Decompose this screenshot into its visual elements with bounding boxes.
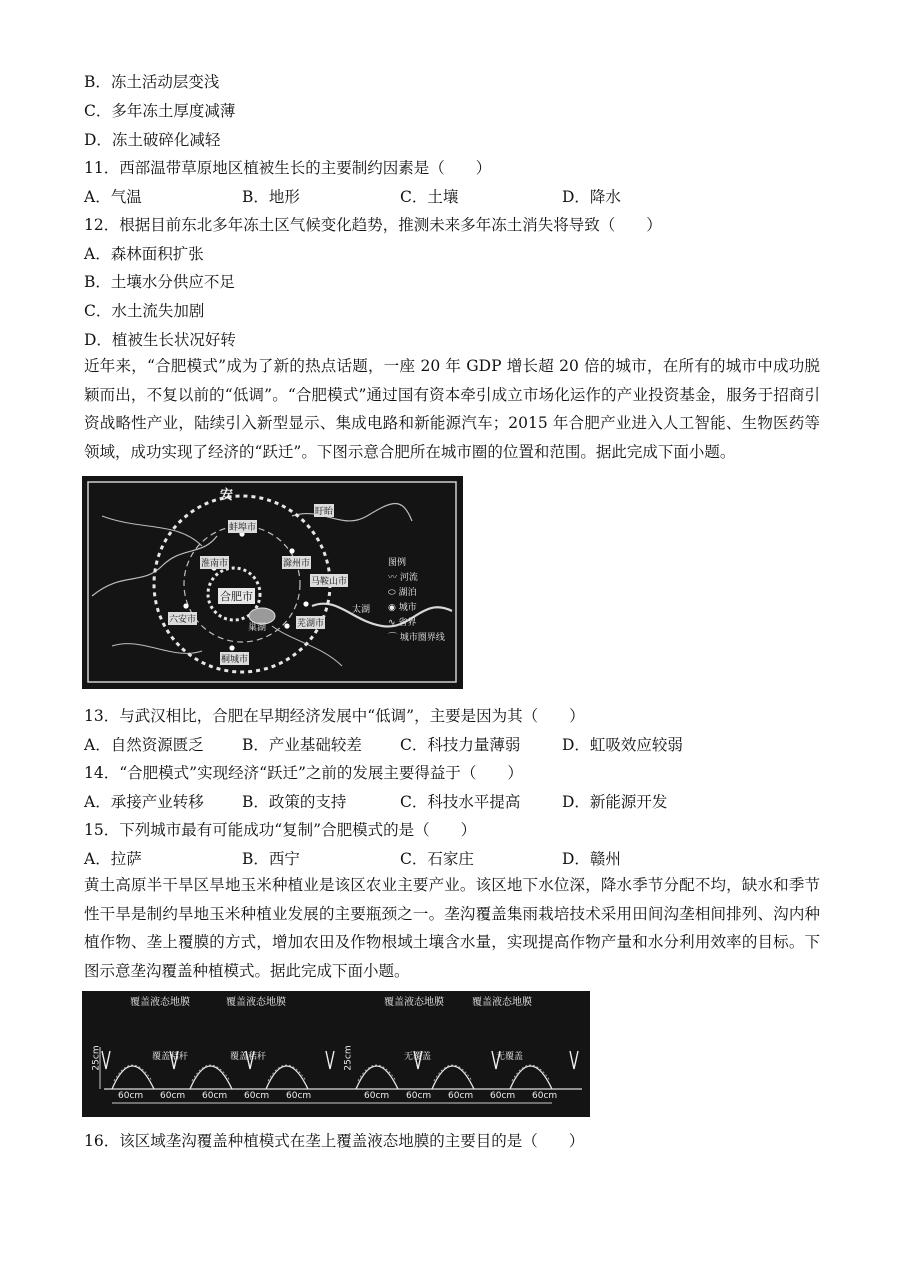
label-none-2: 无覆盖 bbox=[496, 1052, 524, 1062]
q15-option-b: B．西宁 bbox=[242, 850, 300, 868]
legend-item-city: ◉ 城市 bbox=[388, 603, 417, 613]
option-c: C．多年冻土厚度减薄 bbox=[84, 102, 236, 120]
option-b: B．冻土活动层变浅 bbox=[84, 73, 220, 91]
legend-title: 图例 bbox=[388, 558, 407, 568]
option-d: D．冻土破碎化减轻 bbox=[84, 131, 221, 149]
q12-option-c: C．水土流失加剧 bbox=[84, 302, 205, 320]
q15-option-a: A．拉萨 bbox=[84, 850, 142, 868]
map-province-label: 安 bbox=[220, 488, 234, 503]
label-width-8: 60cm bbox=[448, 1091, 474, 1101]
q11-option-a: A．气温 bbox=[84, 188, 142, 206]
map-city-tongcheng: 桐城市 bbox=[220, 652, 249, 665]
label-width-4: 60cm bbox=[244, 1091, 270, 1101]
label-width-5: 60cm bbox=[286, 1091, 312, 1101]
label-none-1: 无覆盖 bbox=[404, 1052, 432, 1062]
label-straw-2: 覆盖秸秆 bbox=[230, 1052, 267, 1062]
q14-stem: 14．“合肥模式”实现经济“跃迁”之前的发展主要得益于（ ） bbox=[84, 764, 523, 782]
q14-option-d: D．新能源开发 bbox=[562, 793, 668, 811]
label-film-1: 覆盖液态地膜 bbox=[130, 997, 190, 1008]
map-city-hefei: 合肥市 bbox=[220, 590, 253, 603]
map-city-chuzhou: 滁州市 bbox=[282, 556, 311, 569]
q12-option-a: A．森林面积扩张 bbox=[84, 245, 204, 263]
label-width-1: 60cm bbox=[118, 1091, 144, 1101]
map-lake-chaohu: 巢湖 bbox=[248, 623, 267, 633]
q12-option-d: D．植被生长状况好转 bbox=[84, 331, 236, 349]
map-city-bengbu: 蚌埠市 bbox=[228, 520, 257, 533]
q13-option-d: D．虹吸效应较弱 bbox=[562, 736, 683, 754]
q15-stem: 15．下列城市最有可能成功“复制”合肥模式的是（ ） bbox=[84, 821, 477, 839]
q11-option-c: C．土壤 bbox=[400, 188, 459, 206]
label-width-6: 60cm bbox=[364, 1091, 390, 1101]
label-film-3: 覆盖液态地膜 bbox=[384, 997, 444, 1008]
map-city-huainan: 淮南市 bbox=[200, 556, 229, 569]
label-width-2: 60cm bbox=[160, 1091, 186, 1101]
q12-stem: 12．根据目前东北多年冻土区气候变化趋势，推测未来多年冻土消失将导致（ ） bbox=[84, 216, 662, 234]
q13-option-c: C．科技力量薄弱 bbox=[400, 736, 521, 754]
label-height-right: 25cm bbox=[343, 1045, 354, 1071]
label-width-3: 60cm bbox=[202, 1091, 228, 1101]
q13-option-a: A．自然资源匮乏 bbox=[84, 736, 204, 754]
q13-options bbox=[84, 735, 683, 755]
q16-stem: 16．该区域垄沟覆盖种植模式在垄上覆盖液态地膜的主要目的是（ ） bbox=[84, 1132, 585, 1150]
label-width-7: 60cm bbox=[406, 1091, 432, 1101]
label-film-4: 覆盖液态地膜 bbox=[472, 997, 532, 1008]
map-city-luan: 六安市 bbox=[168, 612, 197, 625]
legend-item-river: 〰 河流 bbox=[388, 573, 418, 583]
map-place-xuyi: 盱眙 bbox=[314, 504, 334, 517]
q11-options bbox=[84, 187, 621, 207]
q11-option-d: D．降水 bbox=[562, 188, 621, 206]
hefei-city-circle-map bbox=[82, 476, 463, 689]
label-film-2: 覆盖液态地膜 bbox=[226, 997, 286, 1008]
q13-option-b: B．产业基础较差 bbox=[242, 736, 362, 754]
map-city-maanshan: 马鞍山市 bbox=[310, 574, 348, 587]
river-symbol-icon: 〰 bbox=[388, 573, 398, 583]
label-width-9: 60cm bbox=[490, 1091, 516, 1101]
city-symbol-icon: ◉ bbox=[388, 603, 396, 613]
ridge-furrow-figure bbox=[82, 991, 590, 1117]
q13-stem: 13．与武汉相比，合肥在早期经济发展中“低调”，主要是因为其（ ） bbox=[84, 707, 585, 725]
passage-loess-maize: 黄土高原半干旱区旱地玉米种植业是该区农业主要产业。该区地下水位深，降水季节分配不均，缺水和季节性干旱是制约旱地玉米种植业发展的主要瓶颈之一。垄沟覆盖集雨栽培技术采用田间沟垄相间排列、沟内种植作物、垄上覆膜的方式，增加农田及作物根域土壤含水量，实现提高作物产量和水分利用效率的目标。下图示意垄沟覆盖种植模式。据此完成下面小题。 bbox=[84, 876, 820, 980]
legend-item-circle-boundary: ⌒ 城市圈界线 bbox=[388, 633, 445, 643]
q12-option-b: B．土壤水分供应不足 bbox=[84, 273, 235, 291]
q15-option-c: C．石家庄 bbox=[400, 850, 474, 868]
label-width-10: 60cm bbox=[532, 1091, 558, 1101]
q11-stem: 11．西部温带草原地区植被生长的主要制约因素是（ ） bbox=[84, 159, 492, 177]
legend-item-lake: ⬭ 湖泊 bbox=[388, 588, 417, 598]
q15-option-d: D．赣州 bbox=[562, 850, 621, 868]
map-city-wuhu: 芜湖市 bbox=[296, 616, 325, 629]
passage-hefei: 近年来，“合肥模式”成为了新的热点话题，一座 20 年 GDP 增长超 20 倍的城市，在所有的城市中成功脱颖而出，不复以前的“低调”。“合肥模式”通过国有资本牵引成立市场化运作的产业投资基金，服务于招商引资战略性产业，陆续引入新型显示、集成电路和新能源汽车；2015 年合肥产业进入人工智能、生物医药等领域，成功实现了经济的“跃迁”。下图示意合肥所在城市圈的位置和范围。据此完成下面小题。 bbox=[84, 357, 820, 461]
map-legend bbox=[388, 556, 445, 646]
q14-option-a: A．承接产业转移 bbox=[84, 793, 204, 811]
map-place-taihu: 太湖 bbox=[352, 605, 371, 615]
q15-options bbox=[84, 849, 621, 869]
q14-options bbox=[84, 792, 667, 812]
circle-boundary-symbol-icon: ⌒ bbox=[388, 633, 398, 643]
q14-option-b: B．政策的支持 bbox=[242, 793, 347, 811]
q14-option-c: C．科技水平提高 bbox=[400, 793, 521, 811]
label-straw-1: 覆盖秸秆 bbox=[152, 1052, 189, 1062]
label-height-left: 25cm bbox=[91, 1045, 102, 1071]
lake-symbol-icon: ⬭ bbox=[388, 588, 396, 598]
legend-item-province-border: ∿ 省界 bbox=[388, 618, 417, 628]
border-symbol-icon: ∿ bbox=[388, 618, 396, 628]
q11-option-b: B．地形 bbox=[242, 188, 300, 206]
